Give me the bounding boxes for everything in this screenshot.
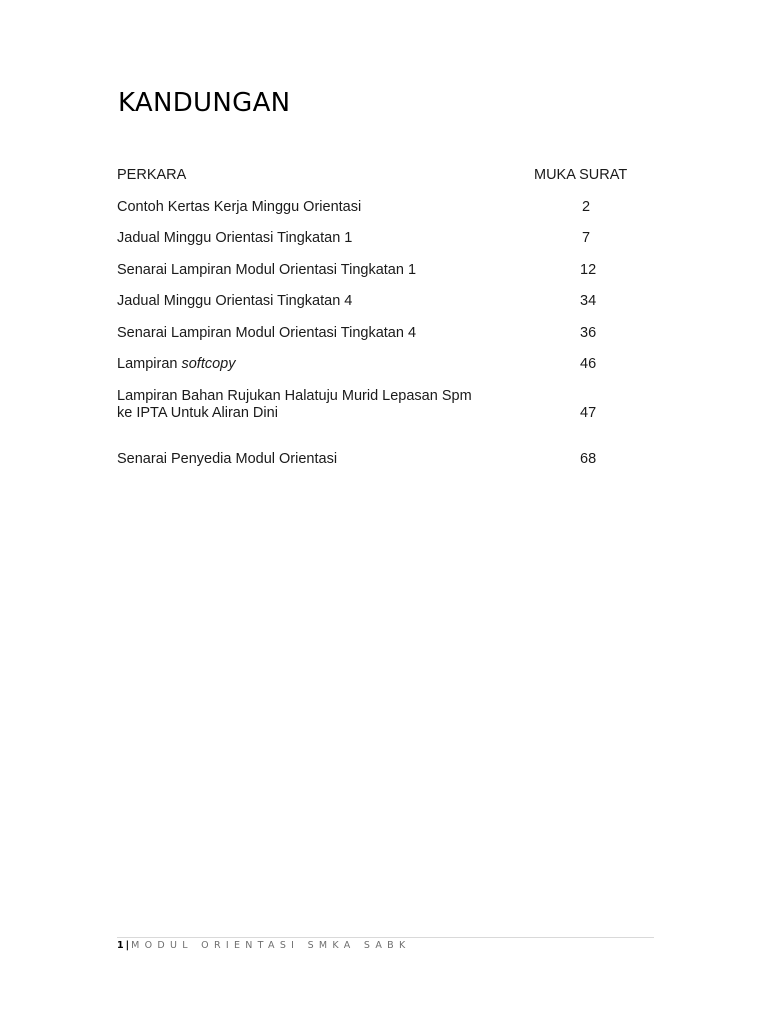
toc-entry-title-line1: Lampiran Bahan Rujukan Halatuju Murid Lepasan Spm <box>117 388 472 404</box>
toc-entry-title: Contoh Kertas Kerja Minggu Orientasi <box>117 199 362 215</box>
toc-header-row <box>117 167 637 185</box>
toc-item-column-heading: PERKARA <box>117 167 187 183</box>
toc-entry <box>117 325 637 342</box>
toc-entry-title: Senarai Lampiran Modul Orientasi Tingkatan 1 <box>117 262 417 278</box>
footer-separator: | <box>125 940 130 951</box>
page-footer <box>117 940 411 951</box>
toc-entry-title-italic: softcopy <box>181 356 236 372</box>
toc-entry-title: Senarai Lampiran Modul Orientasi Tingkatan 4 <box>117 325 417 341</box>
toc-entry <box>117 199 637 216</box>
toc-entry <box>117 230 637 247</box>
footer-text: MODUL ORIENTASI SMKA SABK <box>131 940 411 951</box>
toc-entry <box>117 356 637 373</box>
toc-entry <box>117 388 637 422</box>
toc-entry-page: 34 <box>580 293 597 309</box>
toc-entry-title-line2: ke IPTA Untuk Aliran Dini <box>117 405 278 421</box>
toc-entry-page: 12 <box>580 262 597 278</box>
toc-entry-title: Senarai Penyedia Modul Orientasi <box>117 451 338 467</box>
toc-entry-title-prefix: Lampiran <box>117 356 182 372</box>
toc-entry-title: Jadual Minggu Orientasi Tingkatan 4 <box>117 293 353 309</box>
toc-entry-title: Jadual Minggu Orientasi Tingkatan 1 <box>117 230 353 246</box>
toc-entry-page: 47 <box>580 405 597 421</box>
toc-page-column-heading: MUKA SURAT <box>534 167 628 183</box>
toc-entry-title <box>117 356 507 373</box>
toc-entry <box>117 451 637 468</box>
toc-entry-page: 36 <box>580 325 597 341</box>
toc-entry-page: 46 <box>580 356 597 372</box>
page-title: KANDUNGAN <box>118 88 291 118</box>
toc-entry-page: 7 <box>582 230 591 246</box>
footer-divider <box>117 937 654 938</box>
footer-page-number: 1 <box>117 940 124 951</box>
toc-entry-page: 2 <box>582 199 591 215</box>
toc-entry-page: 68 <box>580 451 597 467</box>
toc-entry <box>117 293 637 310</box>
toc-entry <box>117 262 637 279</box>
